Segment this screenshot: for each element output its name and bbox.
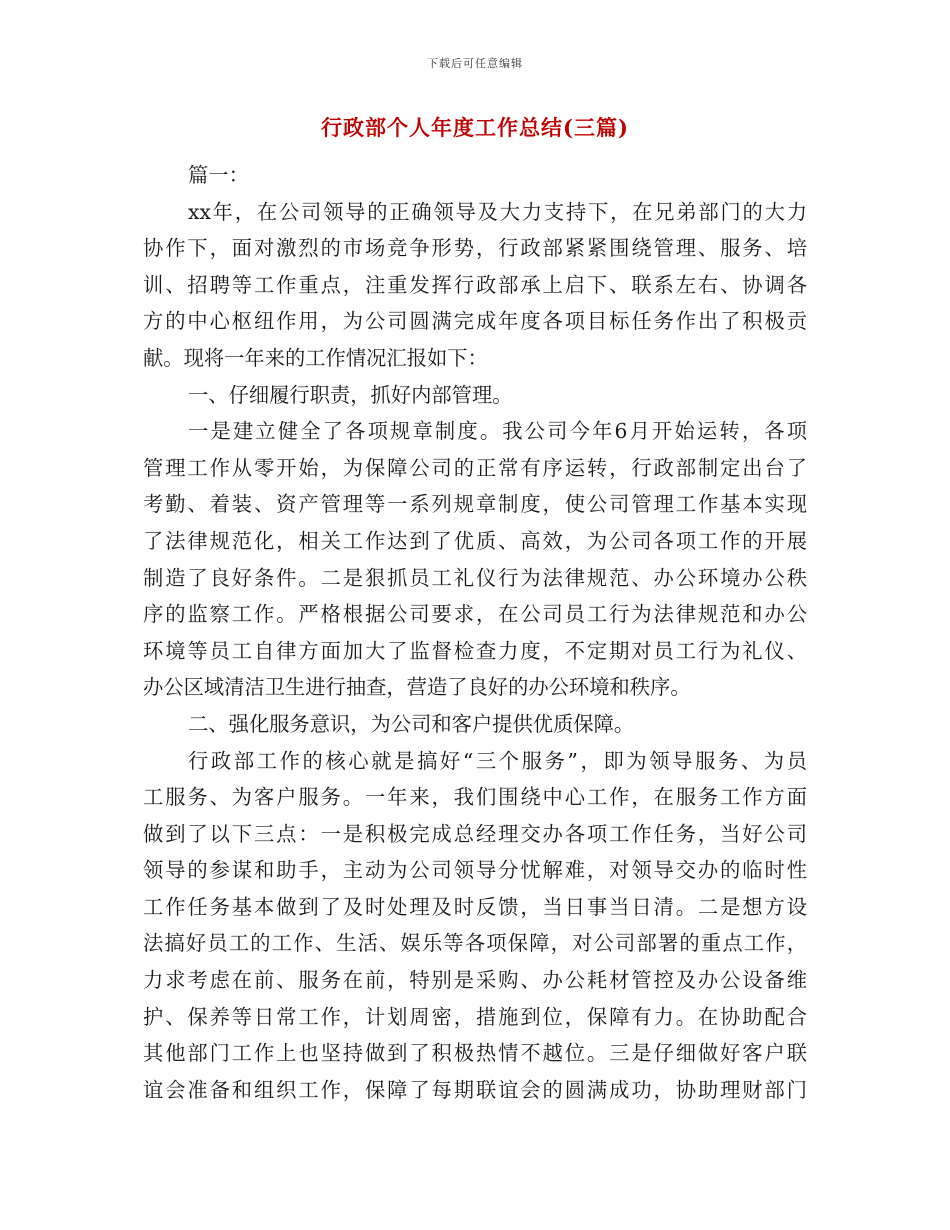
body-line: 方的中心枢纽作用，为公司圆满完成年度各项目标任务作出了积极贡 [143,309,807,334]
body-line: 工服务、为客户服务。一年来，我们围绕中心工作，在服务工作方面 [143,785,807,810]
header-note: 下载后可任意编辑 [427,57,523,70]
body-line: 制造了良好条件。二是狠抓员工礼仪行为法律规范、办公环境办公秩 [143,565,807,590]
body-line: 考勤、着装、资产管理等一系列规章制度，使公司管理工作基本实现 [143,492,807,517]
body-line: 协作下，面对激烈的市场竞争形势，行政部紧紧围绕管理、服务、培 [143,236,807,261]
body-line: 护、保养等日常工作，计划周密，措施到位，保障有力。在协助配合 [143,1004,807,1029]
body-line: 领导的参谋和助手，主动为公司领导分忧解难，对领导交办的临时性 [143,858,807,883]
body-line: 办公区域清洁卫生进行抽查，营造了良好的办公环境和秩序。 [143,675,691,700]
body-line: 一是建立健全了各项规章制度。我公司今年6月开始运转，各项 [188,419,807,444]
body-line: 管理工作从零开始，为保障公司的正常有序运转，行政部制定出台了 [143,455,807,480]
body-line: 环境等员工自律方面加大了监督检查力度，不定期对员工行为礼仪、 [143,638,807,663]
body-line: 了法律规范化，相关工作达到了优质、高效，为公司各项工作的开展 [143,528,807,553]
body-line: 做到了以下三点：一是积极完成总经理交办各项工作任务，当好公司 [143,821,807,846]
body-line: 行政部工作的核心就是搞好“三个服务”，即为领导服务、为员 [188,748,807,773]
body-line: 力求考虑在前、服务在前，特别是采购、办公耗材管控及办公设备维 [143,968,807,993]
body-line: 其他部门工作上也坚持做到了积极热情不越位。三是仔细做好客户联 [143,1041,807,1066]
body-line: 献。现将一年来的工作情况汇报如下： [143,345,488,370]
body-line: xx年，在公司领导的正确领导及大力支持下，在兄弟部门的大力 [188,199,807,224]
document-body [143,157,807,1108]
body-line: 工作任务基本做到了及时处理及时反馈，当日事当日清。二是想方设 [143,894,807,919]
body-line: 谊会准备和组织工作，保障了每期联谊会的圆满成功，协助理财部门 [143,1077,807,1102]
body-line: 法搞好员工的工作、生活、娱乐等各项保障，对公司部署的重点工作， [143,931,807,956]
body-line: 二、强化服务意识，为公司和客户提供优质保障。 [188,711,635,736]
body-line: 序的监察工作。严格根据公司要求，在公司员工行为法律规范和办公 [143,602,807,627]
body-line: 训、招聘等工作重点，注重发挥行政部承上启下、联系左右、协调各 [143,272,807,297]
body-line: 篇一： [188,163,249,187]
body-line: 一、仔细履行职责，抓好内部管理。 [188,382,513,407]
document-title: 行政部个人年度工作总结(三篇) [321,115,629,140]
